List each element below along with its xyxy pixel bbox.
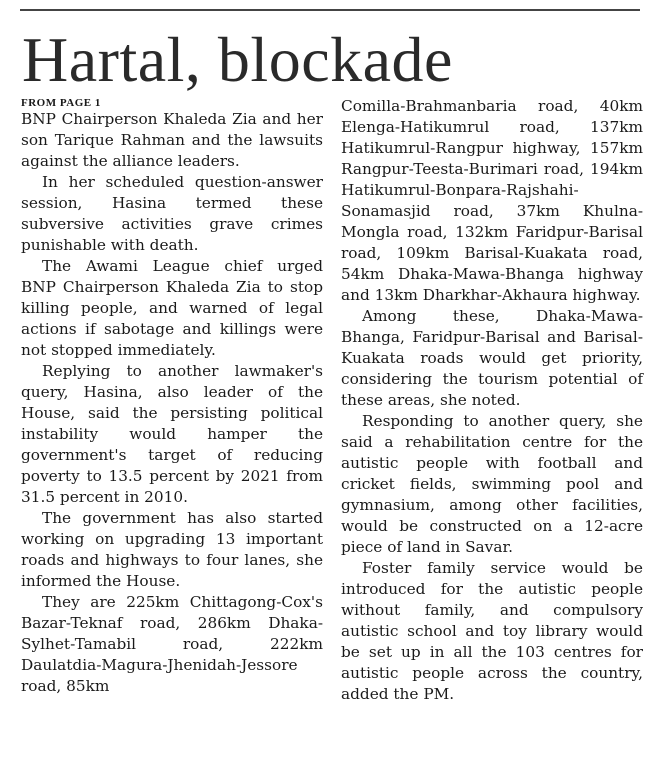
headline: Hartal, blockade: [22, 24, 453, 95]
paragraph: The government has also started working on upgrading 13 important roads and highways to four lanes, she informed the House.: [21, 509, 323, 590]
top-rule: [20, 9, 640, 11]
article-column-left: [21, 96, 323, 697]
paragraph: In her scheduled question-answer session, Hasina termed these subversive activities grave crimes punishable with death.: [21, 173, 323, 254]
paragraph: They are 225km Chittagong-Cox's Bazar-Teknaf road, 286km Dhaka-Sylhet-Tamabil road, 222km Daulatdia-Magura-Jhenidah-Jessore road, 85km: [21, 593, 323, 695]
paragraph: Replying to another lawmaker's query, Hasina, also leader of the House, said the persisting political instability would hamper the government's target of reducing poverty to 13.5 percent by 2021 from 31.5 percent in 2010.: [21, 362, 323, 506]
continuation-kicker: FROM PAGE 1: [21, 97, 101, 109]
paragraph: Foster family service would be introduced for the autistic people without family, and compulsory autistic school and toy library would be set up in all the 103 centres for autistic people across the country, added the PM.: [341, 559, 643, 703]
paragraph: Responding to another query, she said a rehabilitation centre for the autistic people with football and cricket fields, swimming pool and gymnasium, among other facilities, would be constructed on a 12-acre piece of land in Savar.: [341, 412, 643, 556]
paragraph: Comilla-Brahmanbaria road, 40km Elenga-Hatikumrul road, 137km Hatikumrul-Rangpur highway, 157km Rangpur-Teesta-Burimari road, 194km Hatikumrul-Bonpara-Rajshahi-Sonamasjid road, 37km Khulna-Mongla road, 132km Faridpur-Barisal road, 109km Barisal-Kuakata road, 54km Dhaka-Mawa-Bhanga highway and 13km Dharkhar-Akhaura highway.: [341, 97, 643, 304]
paragraph: Among these, Dhaka-Mawa-Bhanga, Faridpur-Barisal and Barisal-Kuakata roads would get priority, considering the tourism potential of these areas, she noted.: [341, 307, 643, 409]
paragraph: The Awami League chief urged BNP Chairperson Khaleda Zia to stop killing people, and warned of legal actions if sabotage and killings were not stopped immediately.: [21, 257, 323, 359]
article-column-right: [341, 96, 643, 705]
paragraph: BNP Chairperson Khaleda Zia and her son Tarique Rahman and the lawsuits against the alliance leaders.: [21, 110, 323, 170]
